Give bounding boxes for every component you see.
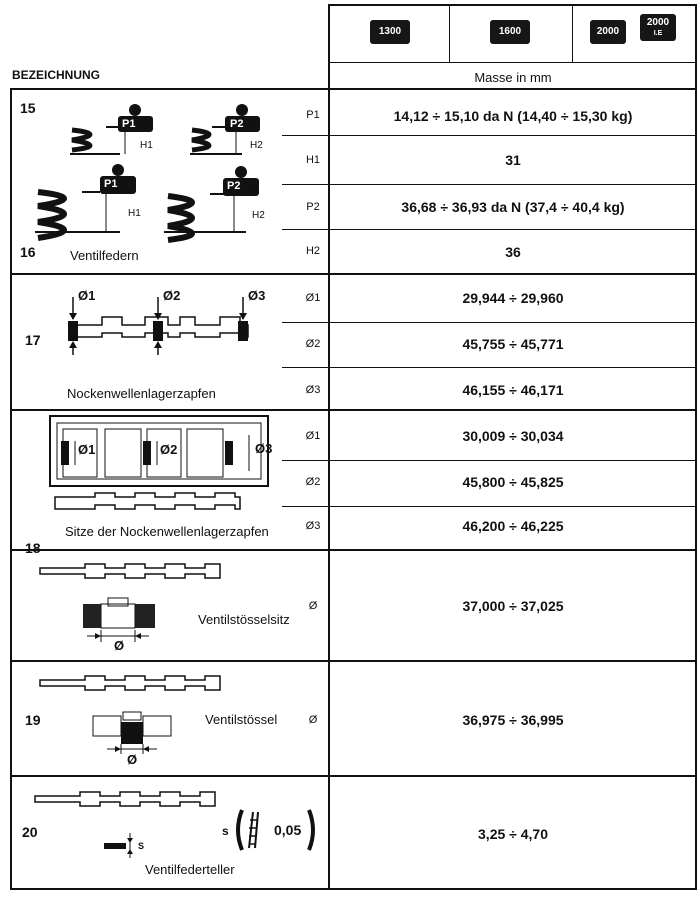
tappet-seat-dia-label: Ø xyxy=(114,638,125,653)
tappet-seat-diagram xyxy=(35,560,235,655)
engine-ie-label: I.E xyxy=(653,30,663,37)
value-spring-cap: 3,25 ÷ 4,70 xyxy=(478,826,548,842)
item-number-20: 20 xyxy=(22,824,38,840)
value-seat-dia1: 30,009 ÷ 30,034 xyxy=(462,428,564,444)
cam-dia1-label: Ø1 xyxy=(78,288,96,303)
symbol-tappet-seat-dia: Ø xyxy=(308,600,318,612)
item-number-19: 19 xyxy=(25,712,41,728)
load-p2-large-label: P2 xyxy=(227,180,241,192)
symbol-p1: P1 xyxy=(306,109,320,121)
feeler-gauge-icon xyxy=(232,806,272,854)
spring-small-2 xyxy=(192,130,209,150)
symbol-h2: H2 xyxy=(305,245,321,257)
value-cam-dia3: 46,155 ÷ 46,171 xyxy=(462,382,564,398)
seat-dia1-label: Ø1 xyxy=(78,442,96,457)
height-h1-large-label: H1 xyxy=(128,208,141,219)
symbol-p2: P2 xyxy=(306,201,320,213)
camshaft-seat-caption: Sitze der Nockenwellenlagerzapfen xyxy=(65,524,269,539)
item-number-18: 18 xyxy=(25,540,41,556)
item-number-17: 17 xyxy=(25,332,41,348)
load-p2-small-label: P2 xyxy=(230,118,244,130)
engine-1300-label: 1300 xyxy=(370,20,410,44)
value-h1: 31 xyxy=(505,152,521,168)
gauge-value-label: 0,05 xyxy=(274,822,302,838)
symbol-tappet-dia: Ø xyxy=(308,714,318,726)
value-cam-dia1: 29,944 ÷ 29,960 xyxy=(462,290,564,306)
engine-2000-label: 2000 xyxy=(590,20,626,44)
load-p1-small-label: P1 xyxy=(122,118,136,130)
value-seat-dia2: 45,800 ÷ 45,825 xyxy=(462,474,564,490)
seat-dia3-label: Ø3 xyxy=(255,441,273,456)
column-label: BEZEICHNUNG xyxy=(12,68,101,82)
value-p1: 14,12 ÷ 15,10 da N (14,40 ÷ 15,30 kg) xyxy=(393,108,633,124)
engine-1300-icon xyxy=(370,20,410,44)
load-p1-large-label: P1 xyxy=(104,178,118,190)
engine-2000ie-label: 2000 xyxy=(646,17,670,28)
unit-label: Masse in mm xyxy=(474,70,552,85)
spring-large-2 xyxy=(168,196,192,240)
thickness-s-label: s xyxy=(222,824,229,838)
symbol-seat-dia2: Ø2 xyxy=(305,476,321,488)
camshaft-journal-caption: Nockenwellenlagerzapfen xyxy=(67,386,216,401)
symbol-seat-dia1: Ø1 xyxy=(305,430,321,442)
camshaft-seat-diagram xyxy=(35,413,285,523)
spring-small-1 xyxy=(72,130,90,150)
cam-dia3-label: Ø3 xyxy=(248,288,266,303)
height-h2-large-label: H2 xyxy=(252,210,265,221)
value-seat-dia3: 46,200 ÷ 46,225 xyxy=(462,518,564,534)
valve-springs-caption: Ventilfedern xyxy=(70,248,139,263)
value-tappet-seat: 37,000 ÷ 37,025 xyxy=(462,598,564,614)
spring-cap-diagram xyxy=(30,788,230,858)
seat-dia2-label: Ø2 xyxy=(160,442,178,457)
item-number-15: 15 xyxy=(20,100,36,116)
engine-1600-icon xyxy=(490,20,530,44)
spring-cap-s-label: S xyxy=(138,841,145,851)
value-h2: 36 xyxy=(505,244,521,260)
height-h2-small-label: H2 xyxy=(250,140,263,151)
tappet-seat-caption: Ventilstösselsitz xyxy=(198,612,290,627)
engine-2000-icon xyxy=(590,20,626,44)
cam-dia2-label: Ø2 xyxy=(163,288,181,303)
symbol-cam-dia2: Ø2 xyxy=(305,338,321,350)
tappet-caption: Ventilstössel xyxy=(205,712,278,727)
value-cam-dia2: 45,755 ÷ 45,771 xyxy=(462,336,564,352)
tappet-dia-label: Ø xyxy=(127,752,138,767)
engine-1600-label: 1600 xyxy=(490,20,530,44)
symbol-cam-dia1: Ø1 xyxy=(305,292,321,304)
value-p2: 36,68 ÷ 36,93 da N (37,4 ÷ 40,4 kg) xyxy=(401,199,625,215)
symbol-cam-dia3: Ø3 xyxy=(305,384,321,396)
item-number-16: 16 xyxy=(20,244,36,260)
right-bracket-icon xyxy=(306,806,320,854)
engine-2000ie-icon xyxy=(640,14,676,41)
symbol-seat-dia3: Ø3 xyxy=(305,520,321,532)
height-h1-small-label: H1 xyxy=(140,140,153,151)
symbol-h1: H1 xyxy=(305,154,321,166)
spring-cap-caption: Ventilfederteller xyxy=(145,862,235,877)
value-tappet: 36,975 ÷ 36,995 xyxy=(462,712,564,728)
valve-spring-diagram xyxy=(20,92,295,272)
